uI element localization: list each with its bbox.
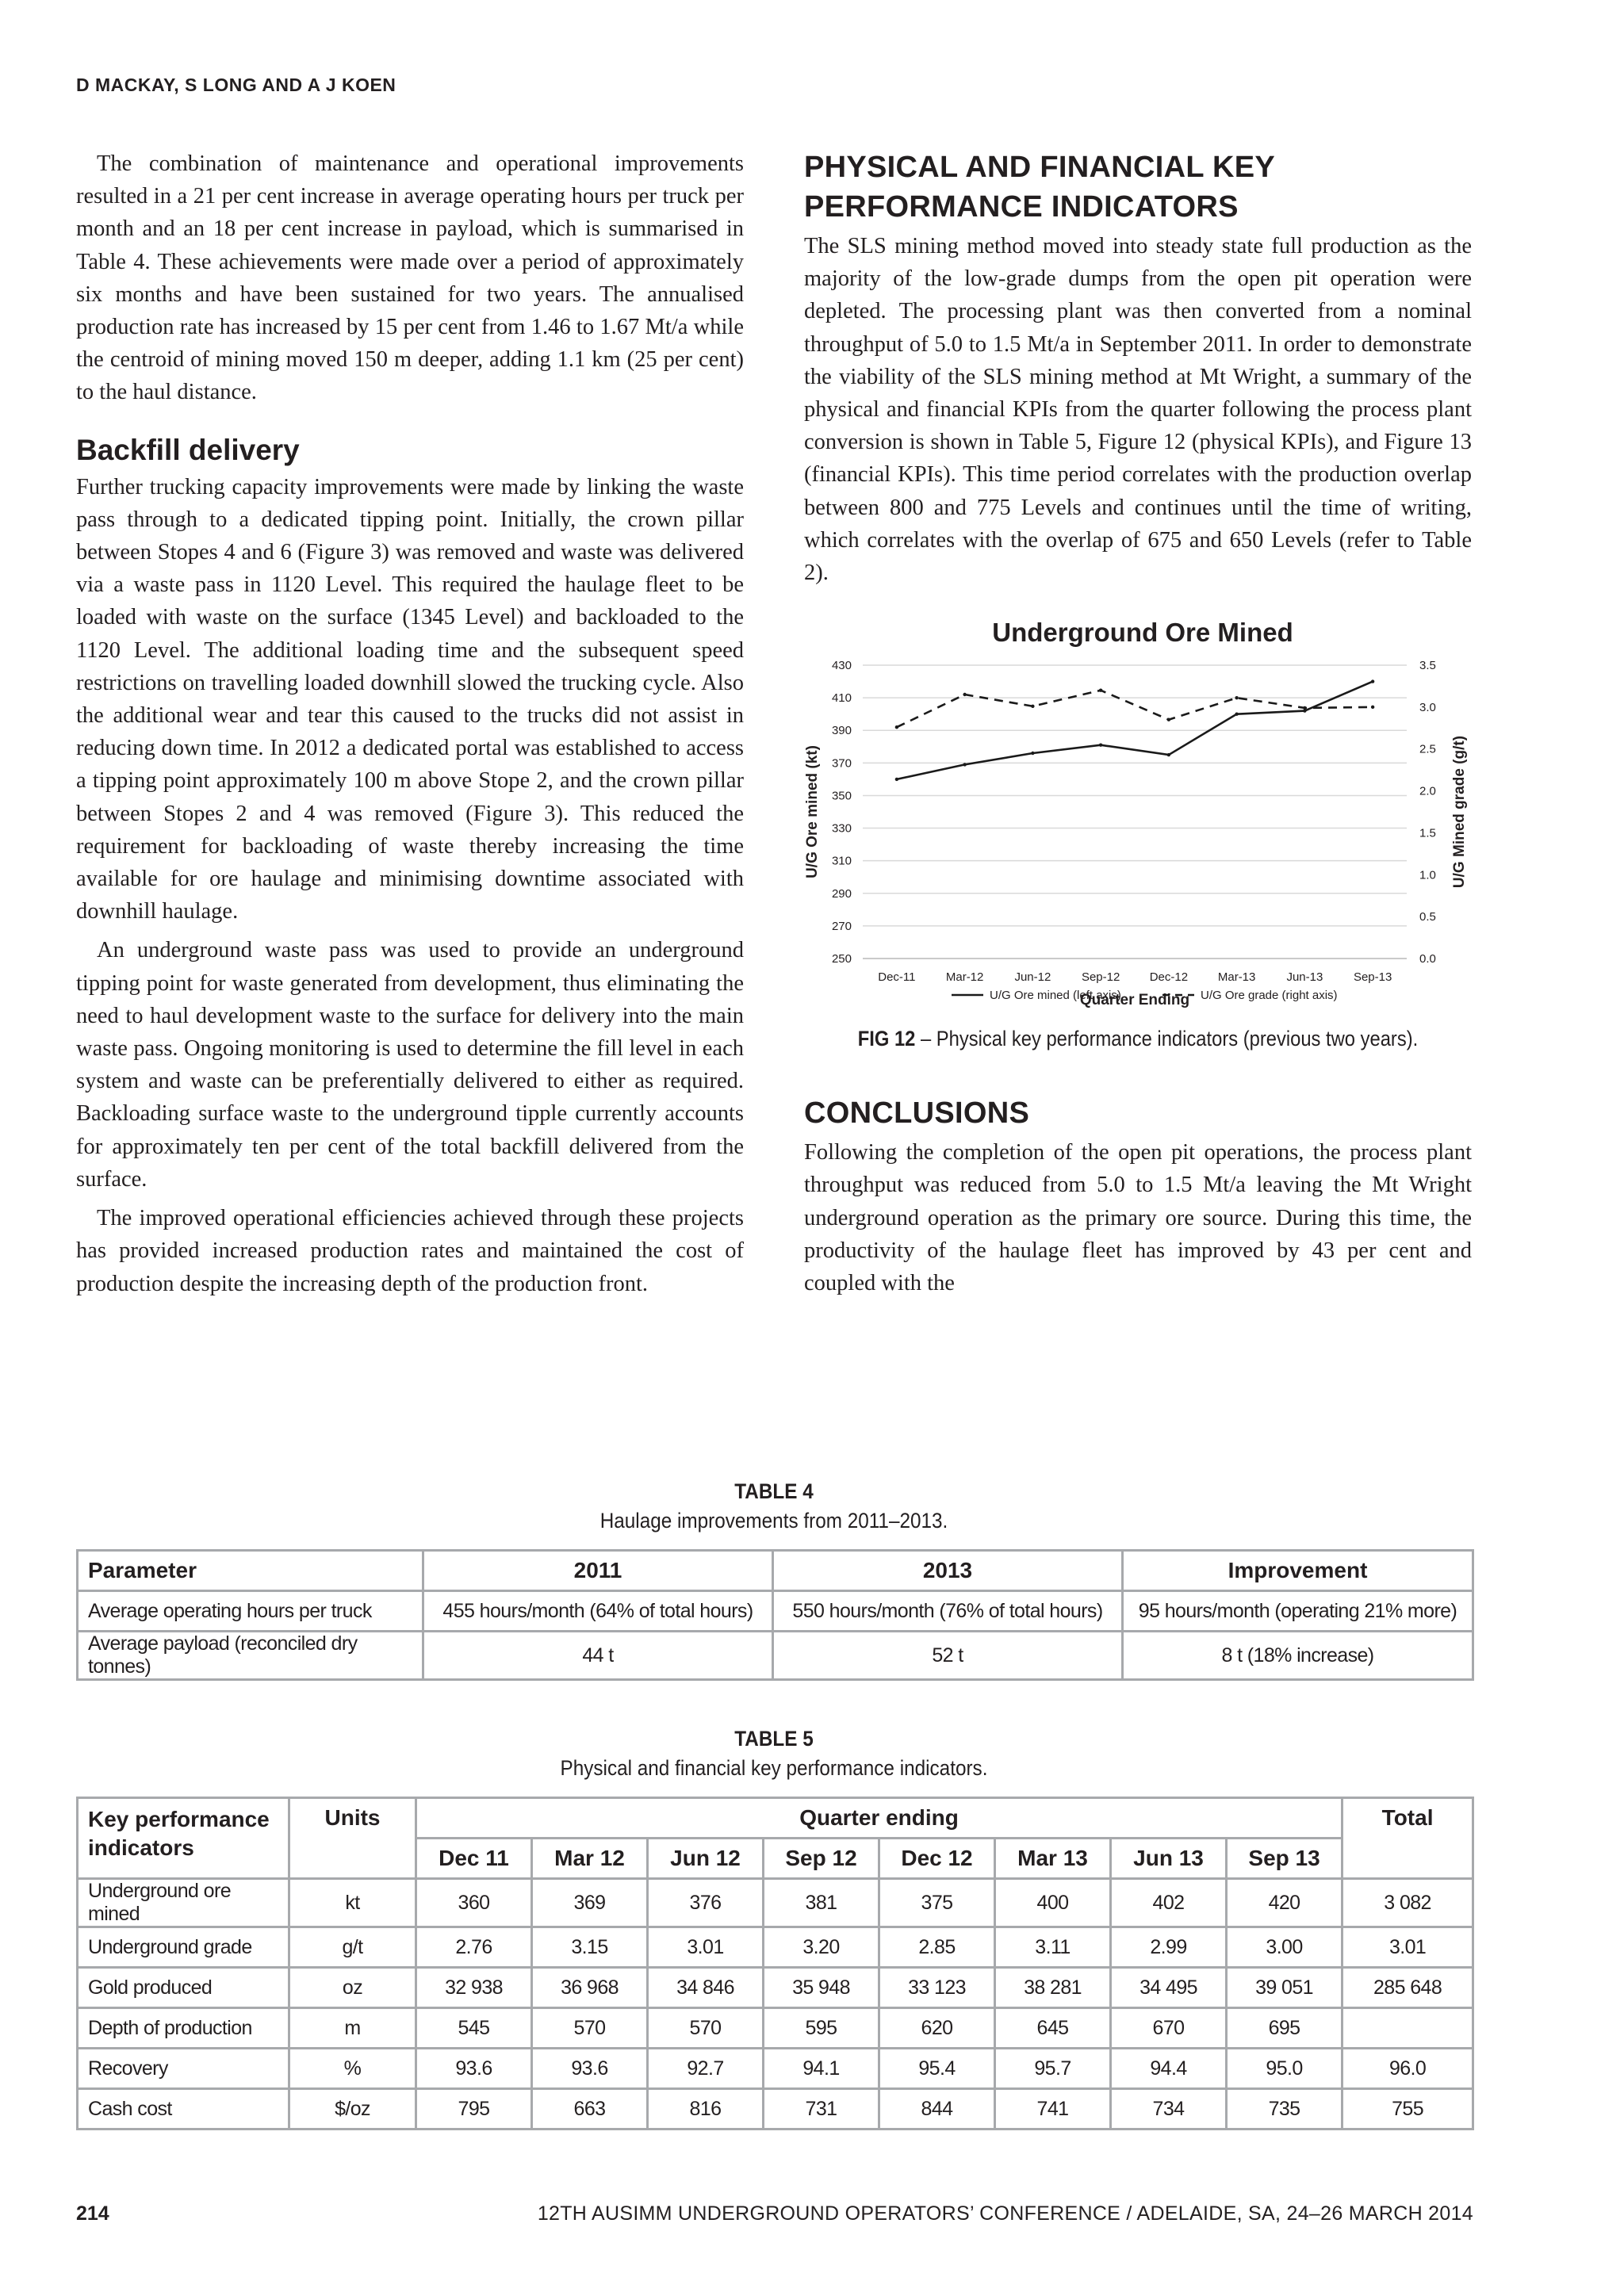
table-cell: 420 [1227,1879,1342,1927]
table-cell: 595 [764,2008,879,2049]
table-cell: 2.76 [416,1927,532,1968]
table-title: TABLE 5 [734,1727,814,1751]
column-header-quarter: Mar 13 [995,1839,1111,1879]
x-tick-label: Jun-12 [1014,970,1051,985]
column-header-quarter: Jun 13 [1111,1839,1227,1879]
table-cell: 34 495 [1111,1968,1227,2008]
table-cell: 844 [879,2089,995,2130]
line-chart [804,613,1472,1009]
paragraph: The improved operational efficiencies achieved through these projects has provided increased production rates and maintained the cost of production despite the increasing depth of the production front. [76,1206,744,1296]
table-cell: 34 846 [648,1968,764,2008]
table-cell: 695 [1227,2008,1342,2049]
table-subtitle: Haulage improvements from 2011–2013. [599,1509,948,1533]
table-cell: oz [289,1968,416,2008]
table-cell: 375 [879,1879,995,1927]
table-cell: 8 t (18% increase) [1123,1632,1473,1680]
table-row [78,2008,1473,2049]
column-header-total: Total [1342,1798,1473,1879]
table-cell: 670 [1111,2008,1227,2049]
table-cell: 95.7 [995,2049,1111,2089]
table-cell: 734 [1111,2089,1227,2130]
data-point [895,778,898,781]
running-head-authors: D MACKAY, S LONG AND A J KOEN [76,75,396,95]
table-cell: 545 [416,2008,532,2049]
table-cell: 3.01 [648,1927,764,1968]
table-cell: 93.6 [532,2049,648,2089]
y2-tick-label: 1.0 [1419,868,1436,882]
table-cell: 570 [648,2008,764,2049]
figure-caption-text: – Physical key performance indicators (previous two years). [915,1027,1419,1051]
table-cell: Gold produced [78,1968,289,2008]
figure-12 [804,613,1472,1073]
y2-axis-label: U/G Mined grade (g/t) [1451,736,1468,889]
table-cell: Recovery [78,2049,289,2089]
column-header-quarter: Mar 12 [532,1839,648,1879]
column-header-quarter: Sep 13 [1227,1839,1342,1879]
table-title: TABLE 4 [734,1479,814,1503]
table-cell: 3.15 [532,1927,648,1968]
data-point [1099,744,1102,747]
data-point [963,693,966,696]
data-point [1235,696,1238,699]
column-header-quarter: Dec 12 [879,1839,995,1879]
column-header: Parameter [78,1551,423,1591]
table-cell: 92.7 [648,2049,764,2089]
data-point [1167,718,1170,721]
column-header-quarter: Dec 11 [416,1839,532,1879]
table-cell: 33 123 [879,1968,995,2008]
table-cell: 3.20 [764,1927,879,1968]
table-cell: 3.01 [1342,1927,1473,1968]
left-column [76,147,744,1300]
paragraph: The combination of maintenance and operational improvements resulted in a 21 per cent increase in average operating hours per truck per month and an 18 per cent increase in payload, which is summarised in Table 4. These achievements were made over a period of approximately six months and have been sustained for two years. The annualised production rate has increased by 15 per cent from 1.46 to 1.67 Mt/a while the centroid of mining moved 150 m deeper, adding 1.1 km (25 per cent) to the haul distance. [76,151,744,405]
table-cell: 94.1 [764,2049,879,2089]
table-cell: 95.0 [1227,2049,1342,2089]
section-heading-backfill: Backfill delivery [76,433,300,466]
table-cell: m [289,2008,416,2049]
table-cell: 402 [1111,1879,1227,1927]
table-row [78,1591,1473,1632]
x-tick-label: Mar-13 [1217,970,1256,985]
table-cell: 36 968 [532,1968,648,2008]
data-point [963,763,966,766]
table-cell: 35 948 [764,1968,879,2008]
table-cell: 620 [879,2008,995,2049]
data-point [1371,680,1374,683]
table-cell: 95 hours/month (operating 21% more) [1123,1591,1473,1632]
table-row [78,1927,1473,1968]
table-cell: % [289,2049,416,2089]
table-row [78,1632,1473,1680]
y-tick-label: 350 [831,789,852,803]
table-cell: 44 t [423,1632,773,1680]
y-tick-label: 270 [831,920,852,934]
table-cell: 52 t [773,1632,1123,1680]
table-cell: g/t [289,1927,416,1968]
table-row [78,2049,1473,2089]
table-cell: 3.00 [1227,1927,1342,1968]
data-point [895,725,898,729]
x-tick-label: Dec-11 [878,970,916,985]
table-cell: 3 082 [1342,1879,1473,1927]
table-cell: Cash cost [78,2089,289,2130]
x-tick-label: Jun-13 [1286,970,1323,985]
y-tick-label: 410 [831,691,852,706]
data-point [1235,713,1238,716]
column-header: 2013 [773,1551,1123,1591]
y-tick-label: 330 [831,821,852,836]
table-cell: 360 [416,1879,532,1927]
column-header: Improvement [1123,1551,1473,1591]
table-cell: 96.0 [1342,2049,1473,2089]
table-cell: 3.11 [995,1927,1111,1968]
page-number: 214 [76,2202,109,2225]
x-tick-label: Dec-12 [1149,970,1189,985]
column-header-kpi: Key performance indicators [78,1798,289,1879]
data-point [1099,689,1102,692]
x-tick-label: Mar-12 [945,970,984,985]
y2-tick-label: 3.5 [1419,659,1436,673]
paragraph: Further trucking capacity improvements were made by linking the waste pass through to a dedicated tipping point. Initially, the crown pillar between Stopes 4 and 6 (Figure 3) was removed and waste was delivered via a waste pass in 1120 Level. This required the haulage fleet to be loaded with waste on the surface (1345 Level) and backloaded to the 1120 Level. The additional loading time and the subsequent speed restrictions on travelling loaded downhill slowed the trucking cycle. Also the additional wear and tear this caused to the trucks did not assist in reducing down time. In 2012 a dedicated portal was established to access a tipping point approximately 100 m above Stope 2, and the crown pillar between Stopes 2 and 4 was removed (Figure 3). This reduced the requirement for backloading of waste thereby increasing the time available for ore haulage and minimising downtime associated with downhill haulage. [76,474,744,924]
y2-tick-label: 2.5 [1419,742,1436,756]
table-cell: 731 [764,2089,879,2130]
table-cell: 570 [532,2008,648,2049]
table-cell: 400 [995,1879,1111,1927]
y-tick-label: 290 [831,887,852,901]
section-heading-conclusions: CONCLUSIONS [804,1096,1030,1131]
table-4-grid [76,1549,1474,1681]
y2-tick-label: 2.0 [1419,784,1436,798]
data-point [1303,706,1306,710]
x-tick-label: Sep-12 [1081,970,1120,985]
right-column [804,147,1472,1299]
y-tick-label: 370 [831,756,852,771]
table-cell: Underground ore mined [78,1879,289,1927]
table-cell: 93.6 [416,2049,532,2089]
table-cell: 32 938 [416,1968,532,2008]
y2-tick-label: 0.5 [1419,910,1436,924]
table-cell: 94.4 [1111,2049,1227,2089]
data-point [1031,752,1034,755]
table-subtitle: Physical and financial key performance indicators. [560,1756,988,1780]
column-header-units: Units [289,1798,416,1879]
y-tick-label: 310 [831,854,852,868]
paragraph: An underground waste pass was used to provide an underground tipping point for waste generated from development, thus eliminating the need to haul development waste to the surface for delivery into the main waste pass. Ongoing monitoring is used to determine the fill level in each system and waste can be preferentially delivered to either as required. Backloading surface waste to the underground tipple currently accounts for approximately ten per cent of the total backfill delivered from the surface. [76,938,744,1192]
table-cell: 38 281 [995,1968,1111,2008]
table-cell: 741 [995,2089,1111,2130]
y-tick-label: 250 [831,952,852,966]
table-cell: 455 hours/month (64% of total hours) [423,1591,773,1632]
y-axis-label: U/G Ore mined (kt) [804,745,821,879]
series-line-ore-grade [897,691,1373,728]
data-point [1031,705,1034,708]
y-tick-label: 390 [831,724,852,738]
table-5-grid [76,1797,1474,2130]
table-cell: 795 [416,2089,532,2130]
section-heading-kpi: PHYSICAL AND FINANCIAL KEY PERFORMANCE INDICATORS [804,151,1275,224]
table-cell: 663 [532,2089,648,2130]
column-header: 2011 [423,1551,773,1591]
table-cell: 381 [764,1879,879,1927]
table-cell: Depth of production [78,2008,289,2049]
table-cell: Average payload (reconciled dry tonnes) [78,1632,423,1680]
table-cell: 550 hours/month (76% of total hours) [773,1591,1123,1632]
table-row [78,1879,1473,1927]
y-tick-label: 430 [831,659,852,673]
conference-footer: 12TH AUSIMM UNDERGROUND OPERATORS’ CONFERENCE / ADELAIDE, SA, 24–26 MARCH 2014 [537,2202,1473,2225]
table-5 [76,1727,1472,2130]
column-header-quarter: Jun 12 [648,1839,764,1879]
table-cell: 755 [1342,2089,1473,2130]
paragraph: The SLS mining method moved into steady state full production as the majority of the low-grade dumps from the open pit operation were depleted. The processing plant was then converted from a nominal throughput of 5.0 to 1.5 Mt/a in September 2011. In order to demonstrate the viability of the SLS mining method at Mt Wright, a summary of the physical and financial KPIs from the quarter following the process plant conversion is shown in Table 5, Figure 12 (physical KPIs), and Figure 13 (financial KPIs). This time period correlates with the production overlap between 800 and 775 Levels and continues until the time of writing, which correlates with the overlap of 675 and 650 Levels (refer to Table 2). [804,234,1472,586]
table-cell: $/oz [289,2089,416,2130]
y2-tick-label: 3.0 [1419,701,1436,715]
y2-tick-label: 0.0 [1419,952,1436,966]
column-header-quarter-ending: Quarter ending [416,1798,1342,1839]
table-cell: 285 648 [1342,1968,1473,2008]
figure-label: FIG 12 [857,1027,916,1051]
x-tick-label: Sep-13 [1353,970,1392,985]
table-cell [1342,2008,1473,2049]
paragraph: Following the completion of the open pit operations, the process plant throughput was reduced from 5.0 to 1.5 Mt/a leaving the Mt Wright underground operation as the primary ore source. During this time, the productivity of the haulage fleet has improved by 43 per cent and coupled with the [804,1140,1472,1296]
data-point [1167,753,1170,756]
table-cell: 39 051 [1227,1968,1342,2008]
table-4 [76,1479,1472,1681]
table-row [78,2089,1473,2130]
table-row [78,1968,1473,2008]
y2-tick-label: 1.5 [1419,826,1436,840]
table-cell: 645 [995,2008,1111,2049]
column-header-quarter: Sep 12 [764,1839,879,1879]
data-point [1371,706,1374,709]
x-axis-label: Quarter Ending [1079,992,1190,1009]
table-cell: kt [289,1879,416,1927]
table-cell: Underground grade [78,1927,289,1968]
table-cell: Average operating hours per truck [78,1591,423,1632]
legend-entry-ore-grade: U/G Ore grade (right axis) [1201,989,1338,1003]
table-cell: 2.99 [1111,1927,1227,1968]
table-cell: 95.4 [879,2049,995,2089]
table-cell: 816 [648,2089,764,2130]
table-cell: 369 [532,1879,648,1927]
table-cell: 2.85 [879,1927,995,1968]
legend-entry-ore-mined: U/G Ore mined (left axis) [990,989,1121,1003]
figure-caption [845,1027,1432,1051]
table-cell: 376 [648,1879,764,1927]
table-cell: 735 [1227,2089,1342,2130]
chart-title: Underground Ore Mined [992,618,1293,648]
